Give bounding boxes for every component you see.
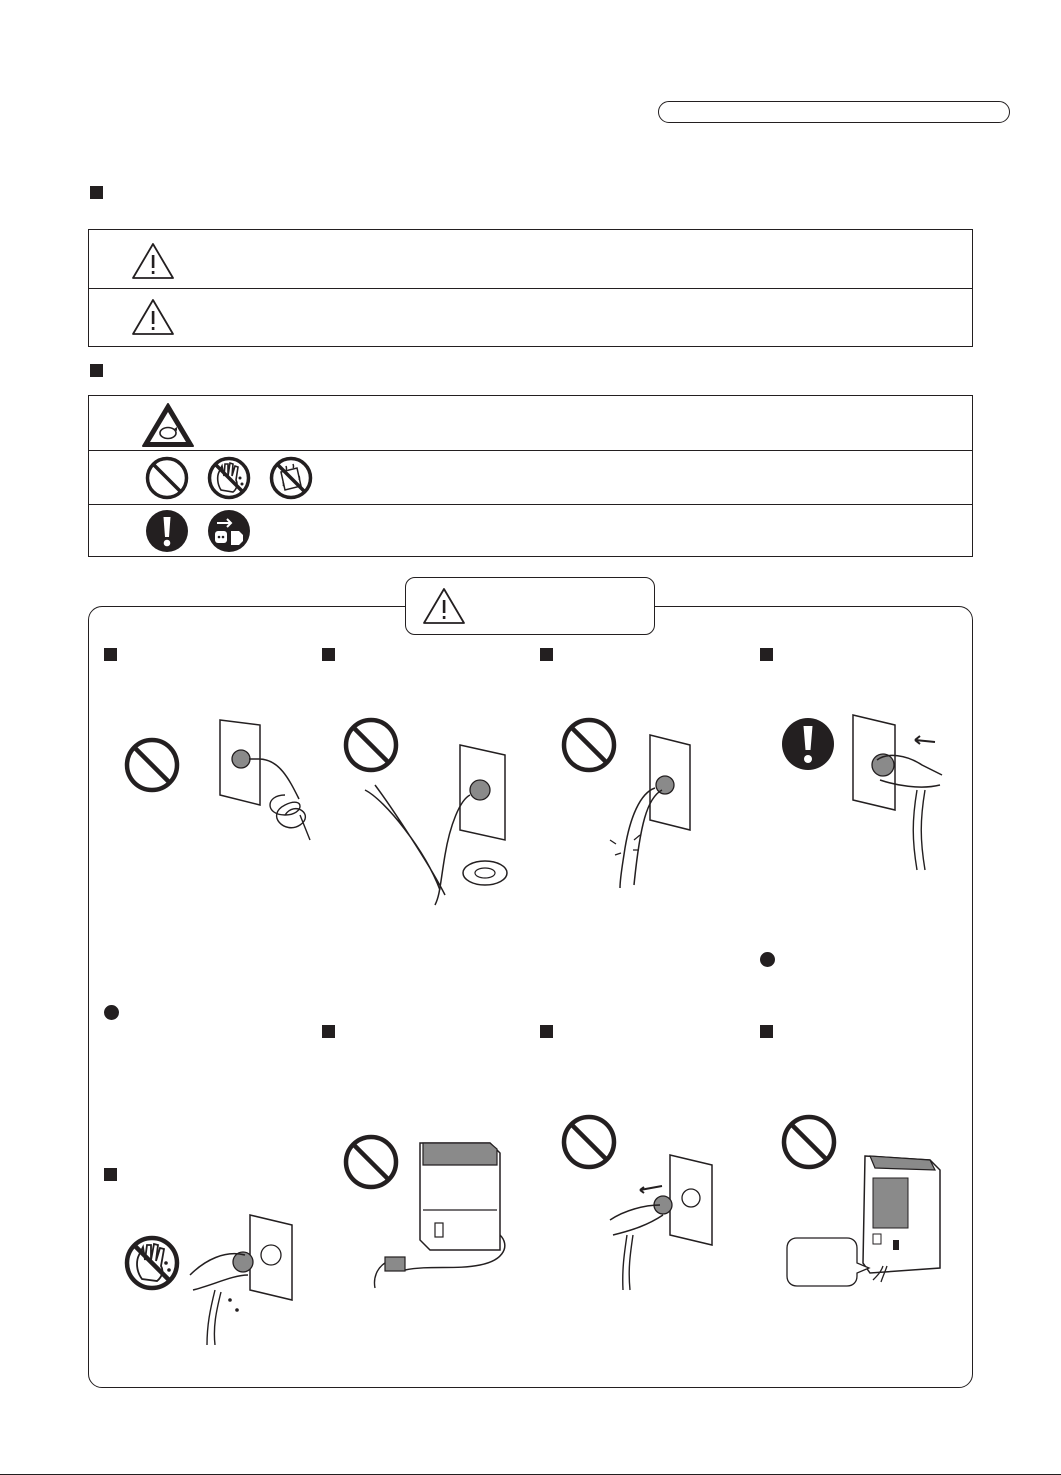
panel-heading-tab <box>405 577 655 635</box>
item-marker <box>104 648 117 661</box>
damaged-cord-illustration <box>595 730 705 890</box>
item-marker <box>322 648 335 661</box>
item-marker <box>104 1168 117 1181</box>
item-marker <box>760 1025 773 1038</box>
item-marker <box>540 1025 553 1038</box>
wet-hand-plug-illustration <box>185 1210 300 1345</box>
caution-triangle-icon <box>131 298 175 336</box>
table-row <box>89 396 972 451</box>
dehumidifier-extension-illustration <box>365 1135 515 1290</box>
no-wet-hands-icon <box>207 456 251 500</box>
mandatory-icon <box>781 717 835 771</box>
rotating-parts-icon <box>141 402 195 448</box>
bullet-point <box>760 952 775 967</box>
dehumidifier-back-illustration <box>775 1148 950 1288</box>
table-row <box>89 289 972 346</box>
loose-outlet-illustration <box>605 1150 715 1295</box>
mandatory-icon <box>145 509 189 553</box>
bundled-cord-illustration <box>205 715 325 845</box>
unplug-icon <box>207 509 251 553</box>
item-marker <box>540 648 553 661</box>
table-row <box>89 505 972 557</box>
signal-word-table <box>88 229 973 347</box>
prohibited-icon <box>145 456 189 500</box>
table-row <box>89 230 972 289</box>
no-water-splash-icon <box>269 456 313 500</box>
cutting-cord-illustration <box>355 740 515 910</box>
header-pill-label <box>658 101 1010 123</box>
table-row <box>89 451 972 505</box>
section-marker <box>90 364 103 377</box>
no-wet-hands-icon <box>124 1235 180 1291</box>
symbol-table <box>88 395 973 557</box>
bullet-point <box>104 1005 119 1020</box>
insert-plug-illustration <box>845 710 945 875</box>
item-marker <box>322 1025 335 1038</box>
item-marker <box>760 648 773 661</box>
caution-triangle-icon <box>131 242 175 280</box>
prohibited-icon <box>124 737 180 793</box>
section-marker <box>90 186 103 199</box>
caution-triangle-icon <box>422 587 466 625</box>
